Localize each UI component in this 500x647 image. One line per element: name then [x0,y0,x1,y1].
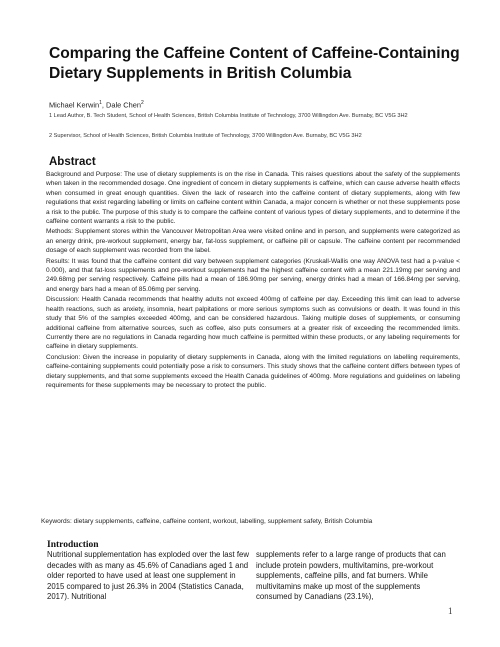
intro-paragraph-right: supplements refer to a large range of products that can include protein powders, multivitamins, pre-workout supplements, caffeine pills, and fat burners. While multivitamins make up most of the supplements consumed by Canadians (23.1%), [256,550,446,602]
author-name-1: Michael Kerwin [49,100,100,110]
intro-column-left [47,550,249,603]
affiliation-1: 1 Lead Author, B. Tech Student, School of Health Sciences, British Columbia Institute of Technology, 3700 Willingdon Ave. Burnaby, BC V5G 3H2 [49,113,408,119]
abstract-discussion: Discussion: Health Canada recommends that healthy adults not exceed 400mg of caffeine per day. Exceeding this limit can lead to adverse health reactions, such as anxiety, insomnia, heart palpitations or more serious symptoms such as convulsions or death. It was found in this study that 5% of the samples exceeded 400mg, and can be considered hazardous. Taking multiple doses of supplements, or consuming additional caffeine from alternative sources, such as coffee, also puts consumers at a greater risk of exceeding the recommended limits. Currently there are no regulations in Canada regarding how much caffeine is permitted within these products, or any labeling requirements for caffeine in dietary supplements. [46,296,460,351]
affiliation-2: 2 Supervisor, School of Health Sciences, British Columbia Institute of Technology, 3700 Willingdon Ave. Burnaby, BC V5G 3H2 [49,133,362,139]
abstract-background: Background and Purpose: The use of dietary supplements is on the rise in Canada. This raises questions about the safety of the supplements when taken in the recommended dosage. One ingredient of concern in dietary supplements is caffeine, which can cause adverse health effects when consumed in great enough quantities. Given the lack of research into the caffeine content of dietary supplements, along with few regulations that exist regarding labelling or limits on caffeine content within Canada, a major concern is whether or not these supplements pose a risk to the public. The purpose of this study is to compare the caffeine content of various types of dietary supplements, and to determine if the caffeine content warrants a risk to the public. [46,171,460,226]
abstract-body [46,170,460,391]
page-number: 1 [448,606,453,616]
abstract-results: Results: It was found that the caffeine content did vary between supplement categories (Kruskall-Wallis one way ANOVA test had a p-value < 0.000), and that fat-loss supplements and pre-workout supplements had the highest caffeine content with a mean 221.19mg per serving and 249.68mg per serving respectively. Caffeine pills had a mean of 186.90mg per serving, energy drinks had a mean of 166.84mg per serving, and energy bars had a mean of 85.06mg per serving. [46,257,460,293]
abstract-conclusion: Conclusion: Given the increase in popularity of dietary supplements in Canada, along with the limited regulations on labelling requirements, caffeine-containing supplements could potentially pose a risk to consumers. This study shows that the caffeine content differs between types of dietary supplements, and that some supplements exceed the Health Canada guidelines of 400mg. More regulations and guidelines on labeling requirements for these supplements may be necessary to protect the public. [46,353,460,389]
author-line [49,100,144,109]
intro-column-right [256,550,458,603]
author-affil-marker-1: 1 [99,100,102,106]
intro-paragraph-left: Nutritional supplementation has exploded over the last few decades with as many as 45.6% of Canadians aged 1 and older reported to have used at least one supplement in 2015 compared to just 26.3% in 2004 (Statistics Canada, 2017). Nutritional [47,550,249,602]
author-name-2: , Dale Chen [101,100,141,110]
keywords-line: Keywords: dietary supplements, caffeine, caffeine content, workout, labelling, supplement safety, British Columbia [41,518,373,525]
introduction-heading: Introduction [47,540,99,550]
abstract-heading: Abstract [49,156,96,168]
paper-title: Comparing the Caffeine Content of Caffeine-Containing Dietary Supplements in British Columbia [49,45,460,82]
author-affil-marker-2: 2 [140,100,144,106]
abstract-methods: Methods: Supplement stores within the Vancouver Metropolitan Area were visited online and in person, and supplements were categorized as an energy drink, pre-workout supplement, energy bar, fat-loss supplement, or caffeine pill or capsule. The caffeine content per recommended dosage of each supplement was recorded from the label. [46,228,460,255]
